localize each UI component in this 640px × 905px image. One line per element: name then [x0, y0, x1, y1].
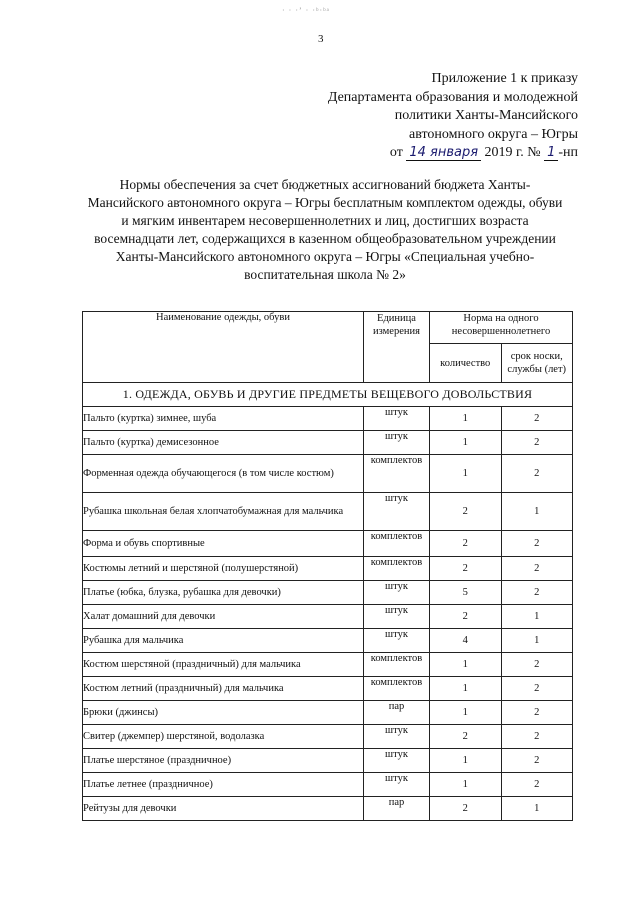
header-unit: Единица измерения	[364, 312, 430, 383]
cell-term: 2	[501, 701, 573, 725]
handwritten-date: 14 января	[406, 145, 481, 161]
table-row	[83, 725, 573, 749]
cell-name: Свитер (джемпер) шерстяной, водолазка	[83, 725, 364, 749]
cell-term: 2	[501, 653, 573, 677]
cell-term: 2	[501, 531, 573, 557]
cell-name: Халат домашний для девочки	[83, 605, 364, 629]
cell-unit: штук	[364, 605, 430, 629]
table-row	[83, 581, 573, 605]
cell-qty: 2	[430, 531, 502, 557]
cell-term: 2	[501, 581, 573, 605]
header-name: Наименование одежды, обуви	[83, 312, 364, 383]
cell-name: Костюмы летний и шерстяной (полушерстяной)	[83, 557, 364, 581]
cell-name: Платье (юбка, блузка, рубашка для девочки)	[83, 581, 364, 605]
table-row	[83, 677, 573, 701]
cell-name: Брюки (джинсы)	[83, 701, 364, 725]
cell-name: Рейтузы для девочки	[83, 797, 364, 821]
order-suffix: -нп	[558, 145, 578, 160]
cell-qty: 1	[430, 773, 502, 797]
cell-term: 2	[501, 677, 573, 701]
cell-unit: штук	[364, 749, 430, 773]
cell-term: 2	[501, 407, 573, 431]
cell-qty: 2	[430, 725, 502, 749]
cell-unit: комплектов	[364, 677, 430, 701]
cell-unit: комплектов	[364, 531, 430, 557]
cell-term: 2	[501, 431, 573, 455]
cell-qty: 1	[430, 431, 502, 455]
cell-term: 1	[501, 605, 573, 629]
cell-unit: пар	[364, 797, 430, 821]
appendix-header	[248, 70, 578, 163]
section-heading: 1. ОДЕЖДА, ОБУВЬ И ДРУГИЕ ПРЕДМЕТЫ ВЕЩЕВОГО ДОВОЛЬСТВИЯ	[83, 383, 573, 407]
cell-unit: комплектов	[364, 653, 430, 677]
cell-name: Костюм шерстяной (праздничный) для мальчика	[83, 653, 364, 677]
date-prefix: от	[389, 145, 403, 160]
header-term: срок носки, службы (лет)	[501, 344, 573, 383]
cell-unit: штук	[364, 493, 430, 531]
cell-qty: 1	[430, 653, 502, 677]
table-row	[83, 531, 573, 557]
cell-term: 1	[501, 797, 573, 821]
table-row	[83, 629, 573, 653]
table-row	[83, 431, 573, 455]
appendix-line: Департамента образования и молодежной	[327, 89, 578, 105]
cell-unit: штук	[364, 581, 430, 605]
cell-qty: 2	[430, 797, 502, 821]
table-row	[83, 407, 573, 431]
cell-qty: 1	[430, 677, 502, 701]
cell-qty: 1	[430, 701, 502, 725]
cell-qty: 2	[430, 493, 502, 531]
cell-name: Платье шерстяное (праздничное)	[83, 749, 364, 773]
header-norm: Норма на одного несовершеннолетнего	[430, 312, 573, 344]
appendix-line: Приложение 1 к приказу	[431, 71, 578, 86]
appendix-line: политики Ханты-Мансийского	[394, 108, 578, 123]
cell-term: 1	[501, 493, 573, 531]
table-row	[83, 653, 573, 677]
table-row	[83, 701, 573, 725]
table-row	[83, 557, 573, 581]
cell-name: Пальто (куртка) демисезонное	[83, 431, 364, 455]
cell-qty: 1	[430, 749, 502, 773]
cell-unit: штук	[364, 773, 430, 797]
cell-unit: комплектов	[364, 455, 430, 493]
scan-artifact: · · ·ʼ · ·ᵇ·ᵇᵃ	[282, 6, 330, 15]
cell-term: 2	[501, 749, 573, 773]
cell-name: Платье летнее (праздничное)	[83, 773, 364, 797]
cell-qty: 4	[430, 629, 502, 653]
cell-unit: штук	[364, 407, 430, 431]
cell-term: 1	[501, 629, 573, 653]
table-row	[83, 455, 573, 493]
page-number: 3	[318, 33, 324, 45]
table-row	[83, 773, 573, 797]
cell-qty: 5	[430, 581, 502, 605]
cell-unit: штук	[364, 725, 430, 749]
cell-unit: штук	[364, 431, 430, 455]
year-label: 2019 г. №	[484, 145, 541, 160]
table-row	[83, 493, 573, 531]
cell-unit: комплектов	[364, 557, 430, 581]
cell-qty: 1	[430, 407, 502, 431]
cell-name: Форма и обувь спортивные	[83, 531, 364, 557]
table-row	[83, 797, 573, 821]
cell-term: 2	[501, 455, 573, 493]
cell-name: Пальто (куртка) зимнее, шуба	[83, 407, 364, 431]
cell-term: 2	[501, 557, 573, 581]
cell-unit: штук	[364, 629, 430, 653]
cell-qty: 2	[430, 605, 502, 629]
document-title: Нормы обеспечения за счет бюджетных ассигнований бюджета Ханты-Мансийского автономного округа – Югры бесплатным комплектом одежды, обуви и мягким инвентарем несовершеннолетних и лиц, достигших возраста восемнадцати лет, содержащихся в казенном общеобразовательном учреждении Ханты-Мансийского автономного округа – Югры «Специальная учебно-воспитательная школа № 2»	[87, 177, 563, 282]
cell-qty: 2	[430, 557, 502, 581]
cell-name: Рубашка для мальчика	[83, 629, 364, 653]
table-row	[83, 749, 573, 773]
cell-name: Костюм летний (праздничный) для мальчика	[83, 677, 364, 701]
norms-table	[82, 311, 573, 821]
cell-name: Форменная одежда обучающегося (в том числе костюм)	[83, 455, 364, 493]
cell-qty: 1	[430, 455, 502, 493]
cell-term: 2	[501, 725, 573, 749]
cell-term: 2	[501, 773, 573, 797]
cell-unit: пар	[364, 701, 430, 725]
cell-name: Рубашка школьная белая хлопчатобумажная для мальчика	[83, 493, 364, 531]
table-row	[83, 605, 573, 629]
header-qty: количество	[430, 344, 502, 383]
appendix-line: автономного округа – Югры	[409, 126, 578, 142]
handwritten-number: 1	[544, 145, 558, 161]
appendix-date-line	[248, 144, 578, 163]
